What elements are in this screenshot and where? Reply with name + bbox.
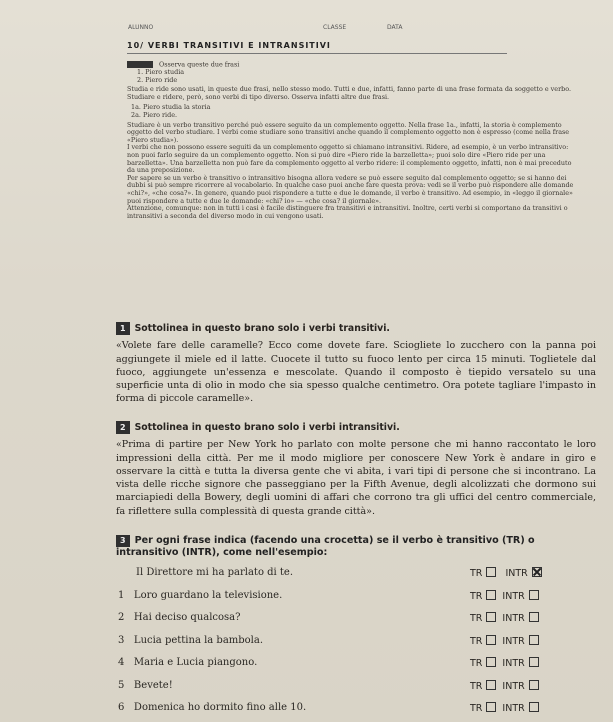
tr-checkbox[interactable] (486, 702, 496, 712)
item-row (116, 635, 606, 658)
item-row (116, 702, 606, 722)
intro-sentence-1a: 1a. Piero studia la storia (131, 103, 211, 112)
date-field-label: DATA (387, 24, 403, 31)
exercise-3-heading-line-1: Per ogni frase indica (facendo una crocetta) se il verbo è transitivo (TR) o (134, 535, 535, 546)
item-number: 1 (118, 589, 125, 601)
intro-paragraph-1: Studia e ride sono usati, in queste due frasi, nello stesso modo. Tutti e due, infatti, fanno parte di una frase formata da soggetto e verbo. Studiare e ridere, però, sono verbi di tipo diverso. Osserva infatti altre due frasi. (127, 85, 571, 101)
exercise-2-text[interactable]: «Prima di partire per New York ho parlato con molte persone che mi hanno raccontato le loro impressioni della città. Per me il modo migliore per conoscere New York è andare in giro e osservare la città e tutta la diversa gente che vi abita, i vari tipi di persone che si incontrano. La vista delle ricche signore che passeggiano per la Fifth Avenue, degli alcolizzati che dormono sui marciapiedi della Bowery, degli uomini di affari che corrono tra gli uffici del centro commerciale, fa riflettere sulla complessità di questa grande città». (116, 439, 596, 517)
intro-sentence-2: 2. Piero ride (137, 75, 178, 84)
intro-paragraph-5: Attenzione, comunque: non in tutti i casi è facile distinguere fra transitivi e intransitivi. Inoltre, certi verbi si comportano da transitivi o intransitivi a seconda del diverso modo in cui vengono usati. (127, 204, 568, 220)
intr-label: INTR (502, 680, 525, 692)
intro-section (127, 61, 577, 220)
header-fields (128, 24, 593, 38)
intr-checkbox[interactable] (529, 657, 539, 667)
item-number: 4 (118, 657, 125, 668)
exercise-2-heading: Sottolinea in questo brano solo i verbi intransitivi. (134, 422, 400, 433)
item-sentence: Maria e Lucia piangono. (133, 657, 258, 668)
item-number: 3 (118, 634, 125, 646)
student-field-label: ALUNNO (128, 24, 154, 31)
tr-label: TR (470, 703, 483, 714)
intr-label: INTR (502, 658, 525, 669)
intro-paragraph-4: Per sapere se un verbo è transitivo o intransitivo bisogna allora vedere se può essere seguito dal complemento oggetto; se si hanno dei dubbi si può sempre ricorrere al vocabolario. In qualche caso puoi anche fare questa prova: vedi se il verbo può rispondere alle domande «chi?», «che cosa?». In genere, quando puoi rispondere a tutte e due le domande, il verbo è transitivo. Ad esempio, in «leggo il giornale» puoi rispondere a tutte e due le domande: «chi? io» — «che cosa? il giornale». (127, 173, 574, 205)
intro-sentence-2a: 2a. Piero ride. (131, 111, 178, 120)
tr-checkbox[interactable] (486, 612, 496, 622)
intr-label: INTR (502, 613, 525, 624)
intr-label: INTR (505, 568, 528, 579)
intro-sentence-1: 1. Piero studia (137, 68, 185, 77)
tr-label: TR (470, 658, 483, 669)
title-divider (127, 53, 507, 54)
item-sentence: Lucia pettina la bambola. (133, 634, 264, 646)
item-row (116, 590, 606, 613)
item-row (116, 612, 606, 635)
item-sentence: Hai deciso qualcosa? (133, 612, 241, 623)
tr-label: TR (470, 613, 483, 624)
exercise-1-text[interactable]: «Volete fare delle caramelle? Ecco come dovete fare. Sciogliete lo zucchero con la panna poi aggiungete il miele ed il latte. Cuocete il tutto su fuoco lento per circa 15 minuti. Toglietele dal fuoco, aggiungete un'essenza e mescolate. Quando il composto è tiepido versatelo su una superficie unta di olio in modo che sia spesso qualche centimetro. Ora potete tagliare l'impasto in forma di piccole caramelle». (116, 340, 596, 405)
exercise-3-heading-line-2: intransitivo (INTR), come nell'esempio: (116, 547, 328, 558)
page-title: 10/ VERBI TRANSITIVI E INTRANSITIVI (127, 41, 331, 50)
exercise-1 (116, 322, 596, 406)
item-sentence: Bevete! (133, 679, 173, 691)
intr-label: INTR (502, 635, 525, 647)
item-number: 5 (118, 679, 125, 691)
intr-checkbox-checked[interactable] (532, 567, 542, 577)
item-number: 6 (118, 702, 125, 713)
intro-label: Osserva queste due frasi (159, 60, 240, 69)
intro-paragraph-3: I verbi che non possono essere seguiti da un complemento oggetto si chiamano intransitivi. Ridere, ad esempio, è un verbo intransitivo: non puoi farlo seguire da un complemento oggetto. Non si può dire «Piero ride la barzelletta»; puoi solo dire «Piero ride per una barzelletta». Una barzelletta non può fare da complemento oggetto al verbo ridere: il complemento oggetto, infatti, non è mai preceduto da una preposizione. (127, 143, 572, 175)
intr-checkbox[interactable] (529, 612, 539, 622)
tr-checkbox[interactable] (486, 590, 496, 600)
item-number: 2 (118, 612, 125, 623)
tr-label: TR (470, 635, 483, 647)
exercise-2 (116, 421, 596, 518)
tr-label: TR (470, 590, 483, 602)
exercise-3-number: 3 (116, 535, 130, 547)
tr-label: TR (470, 680, 483, 692)
intr-checkbox[interactable] (529, 590, 539, 600)
exercise-1-number: 1 (116, 322, 130, 335)
intr-checkbox[interactable] (529, 680, 539, 690)
intro-paragraph-2: Studiare è un verbo transitivo perché può essere seguito da un complemento oggetto. Nella frase 1a., infatti, la storia è complemento oggetto del verbo studiare. I verbi come studiare sono transitivi anche quando il complemento oggetto non è espresso (come nella frase «Piero studia»). (127, 120, 570, 144)
item-row (116, 680, 606, 703)
item-row (116, 657, 606, 680)
tr-checkbox[interactable] (486, 567, 496, 577)
example-options (470, 567, 548, 579)
exercise-3 (116, 535, 606, 722)
tr-checkbox[interactable] (486, 680, 496, 690)
exercise-1-heading: Sottolinea in questo brano solo i verbi transitivi. (134, 323, 390, 334)
intr-checkbox[interactable] (529, 635, 539, 645)
item-sentence: Domenica ho dormito fino alle 10. (133, 702, 307, 713)
example-row (116, 567, 606, 590)
class-field-label: CLASSE (323, 24, 347, 31)
example-sentence: Il Direttore mi ha parlato di te. (136, 567, 294, 578)
tr-checkbox[interactable] (486, 657, 496, 667)
exercise-2-number: 2 (116, 421, 130, 434)
intr-label: INTR (502, 590, 525, 602)
intr-label: INTR (502, 703, 525, 714)
intr-checkbox[interactable] (529, 702, 539, 712)
item-sentence: Loro guardano la televisione. (133, 589, 283, 601)
section-marker (127, 61, 153, 68)
tr-checkbox[interactable] (486, 635, 496, 645)
tr-label: TR (470, 568, 483, 579)
